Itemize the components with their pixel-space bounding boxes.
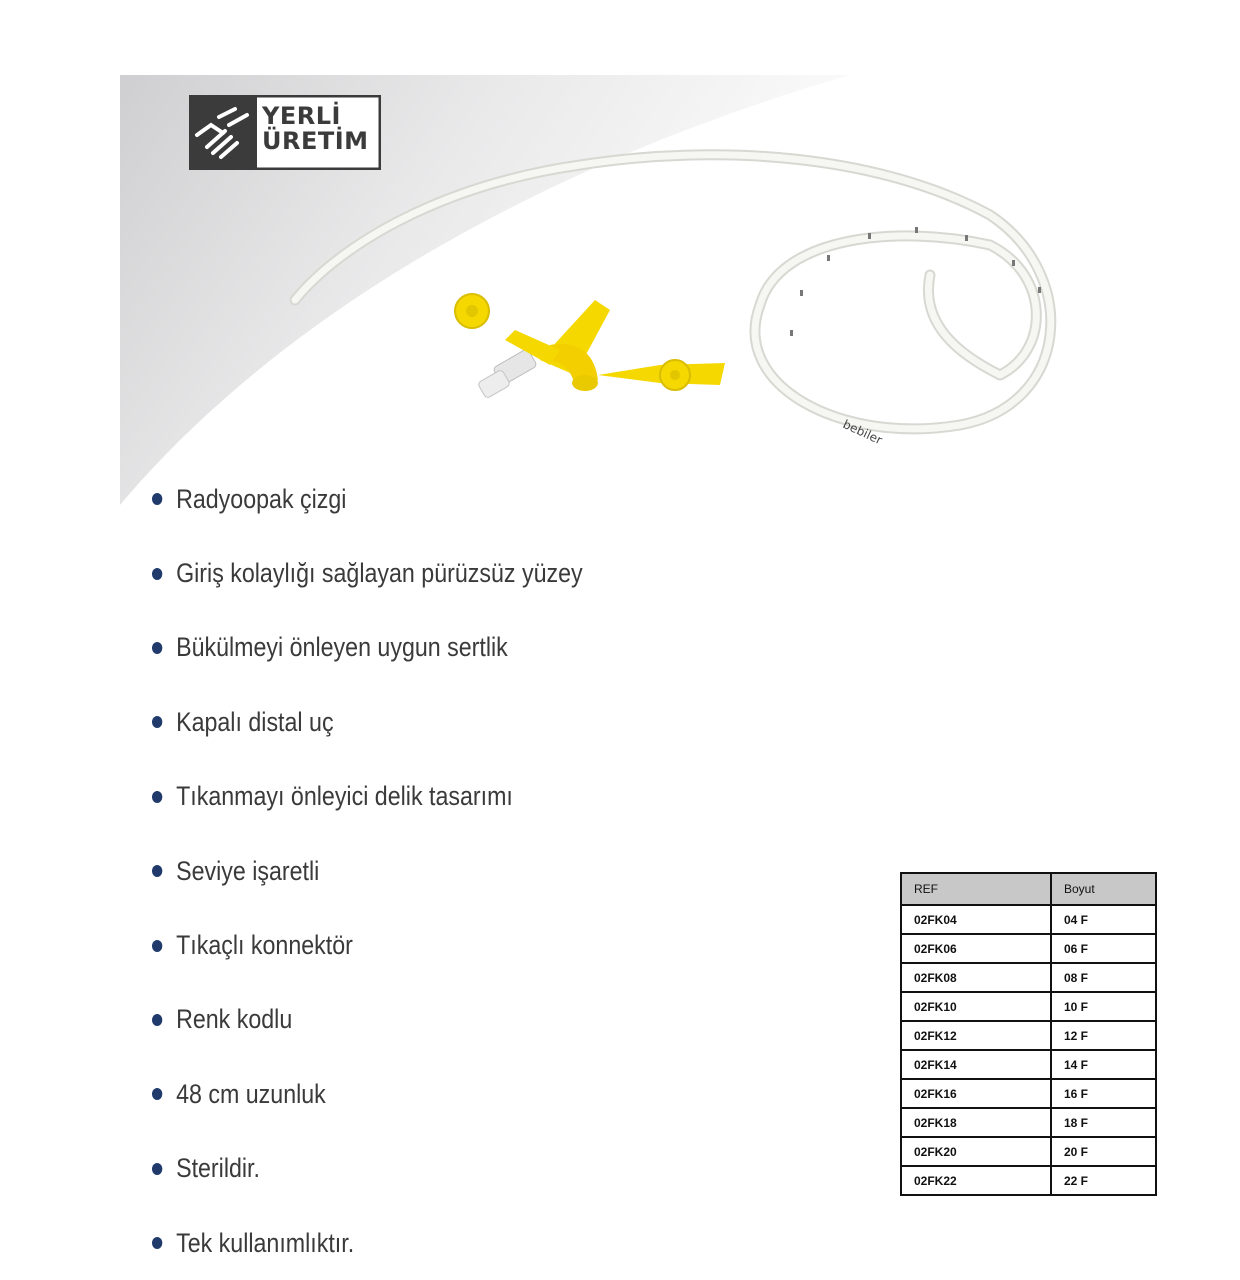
ref-cell: 02FK08 — [901, 963, 1051, 992]
feature-text: Giriş kolaylığı sağlayan pürüzsüz yüzey — [176, 558, 583, 589]
size-cell: 20 F — [1051, 1137, 1156, 1166]
feature-text: 48 cm uzunluk — [176, 1078, 326, 1109]
table-row — [901, 1108, 1156, 1137]
size-cell: 04 F — [1051, 905, 1156, 934]
y-connector — [455, 294, 725, 399]
table-row — [901, 1021, 1156, 1050]
bullet-icon — [152, 1237, 162, 1249]
table-row — [901, 963, 1156, 992]
bullet-icon — [152, 791, 162, 803]
size-cell: 12 F — [1051, 1021, 1156, 1050]
list-item — [152, 1057, 771, 1131]
badge-text — [262, 104, 369, 154]
list-item — [152, 908, 771, 982]
list-item — [152, 834, 771, 908]
table-row — [901, 934, 1156, 963]
list-item — [152, 611, 771, 685]
feature-list — [152, 462, 872, 1280]
ref-cell: 02FK04 — [901, 905, 1051, 934]
feature-text: Bükülmeyi önleyen uygun sertlik — [176, 632, 508, 663]
list-item — [152, 1206, 771, 1280]
table-row — [901, 1079, 1156, 1108]
feature-text: Tıkanmayı önleyici delik tasarımı — [176, 781, 513, 812]
size-cell: 14 F — [1051, 1050, 1156, 1079]
size-cell: 08 F — [1051, 963, 1156, 992]
ref-cell: 02FK10 — [901, 992, 1051, 1021]
size-cell: 18 F — [1051, 1108, 1156, 1137]
ref-cell: 02FK20 — [901, 1137, 1051, 1166]
feature-text: Kapalı distal uç — [176, 706, 334, 737]
bullet-icon — [152, 716, 162, 728]
ref-cell: 02FK14 — [901, 1050, 1051, 1079]
tube-label: bebiler — [840, 417, 885, 448]
feature-text: Tıkaçlı konnektör — [176, 930, 353, 961]
size-cell: 10 F — [1051, 992, 1156, 1021]
table-row — [901, 1166, 1156, 1195]
bullet-icon — [152, 568, 162, 580]
badge-line-2: ÜRETİM — [262, 127, 369, 155]
bullet-icon — [152, 1088, 162, 1100]
bullet-icon — [152, 493, 162, 505]
list-item — [152, 685, 771, 759]
table-header-row — [901, 873, 1156, 905]
ref-cell: 02FK18 — [901, 1108, 1051, 1137]
size-cell: 06 F — [1051, 934, 1156, 963]
column-header-ref: REF — [901, 873, 1051, 905]
size-cell: 16 F — [1051, 1079, 1156, 1108]
table-row — [901, 1050, 1156, 1079]
bullet-icon — [152, 1014, 162, 1026]
list-item — [152, 1132, 771, 1206]
feature-text: Sterildir. — [176, 1153, 260, 1184]
table-row — [901, 905, 1156, 934]
ref-cell: 02FK12 — [901, 1021, 1051, 1050]
list-item — [152, 462, 771, 536]
badge-line-1: YERLİ — [262, 102, 341, 130]
column-header-size: Boyut — [1051, 873, 1156, 905]
ref-cell: 02FK22 — [901, 1166, 1051, 1195]
list-item — [152, 536, 771, 610]
feature-text: Renk kodlu — [176, 1004, 293, 1035]
bullet-icon — [152, 642, 162, 654]
ref-size-table — [900, 872, 1157, 1196]
list-item — [152, 760, 771, 834]
feature-text: Seviye işaretli — [176, 855, 320, 886]
feature-text: Radyoopak çizgi — [176, 483, 347, 514]
feature-text: Tek kullanımlıktır. — [176, 1227, 355, 1258]
ref-cell: 02FK16 — [901, 1079, 1051, 1108]
bullet-icon — [152, 865, 162, 877]
table-row — [901, 1137, 1156, 1166]
bullet-icon — [152, 1163, 162, 1175]
table-row — [901, 992, 1156, 1021]
bullet-icon — [152, 940, 162, 952]
ref-cell: 02FK06 — [901, 934, 1051, 963]
size-cell: 22 F — [1051, 1166, 1156, 1195]
list-item — [152, 983, 771, 1057]
